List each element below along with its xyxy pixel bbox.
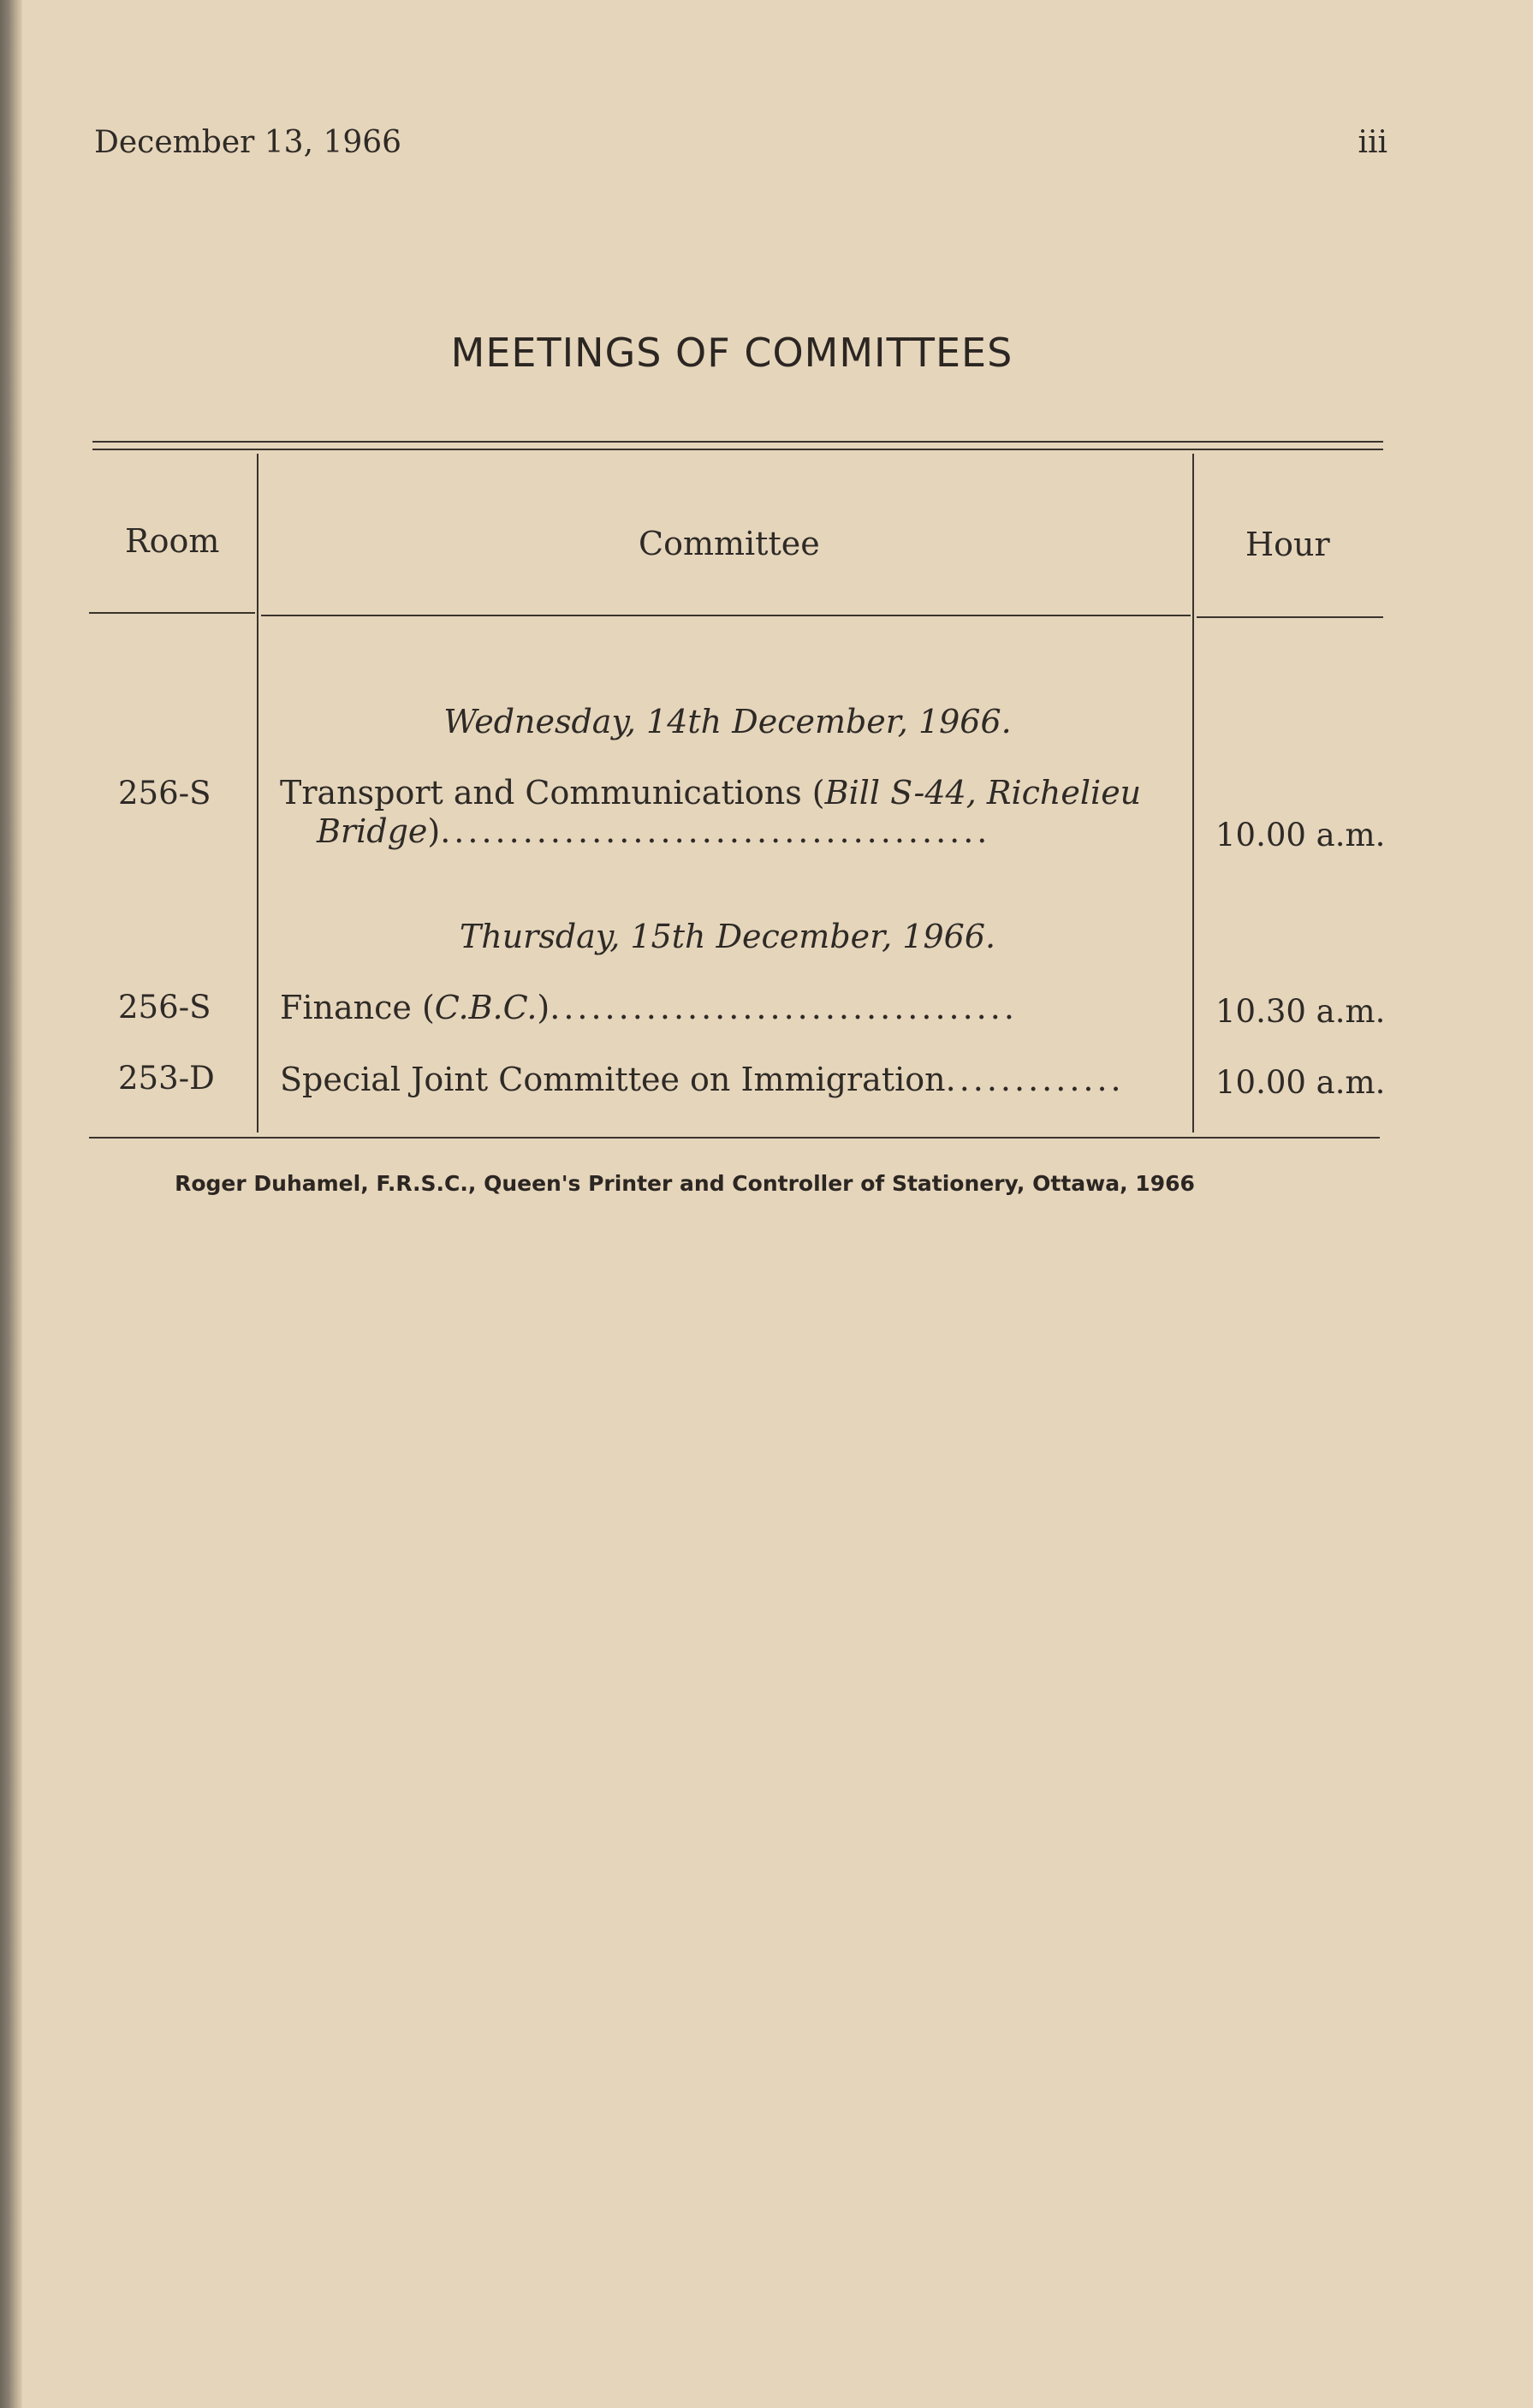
- committee-label: Finance (: [280, 989, 435, 1026]
- room-number: 253-D: [118, 1060, 215, 1097]
- table-bottom-rule: [89, 1137, 1380, 1139]
- header-date: December 13, 1966: [94, 125, 402, 160]
- column-divider-left: [257, 454, 258, 1133]
- page-number: iii: [1358, 125, 1387, 160]
- room-number: 256-S: [118, 989, 211, 1026]
- page-title: MEETINGS OF COMMITTEES: [450, 330, 1013, 376]
- printer-imprint: Roger Duhamel, F.R.S.C., Queen's Printer and Controller of Stationery, Ottawa, 1966: [175, 1171, 1195, 1196]
- column-header-room: Room: [125, 522, 220, 560]
- committee-detail: Bill S-44, Richelieu: [824, 774, 1142, 812]
- meeting-hour: 10.00 a.m.: [1215, 1064, 1386, 1101]
- meeting-date: Thursday, 15th December, 1966.: [459, 918, 996, 955]
- committee-name: [280, 989, 1018, 1026]
- committee-label: Special Joint Committee on Immigration: [280, 1061, 946, 1098]
- committee-paren: ): [427, 812, 441, 850]
- meeting-date: Wednesday, 14th December, 1966.: [443, 703, 1012, 740]
- table-top-rule: [92, 441, 1383, 443]
- committee-paren: ): [537, 989, 550, 1026]
- committee-label: Transport and Communications (: [280, 774, 825, 812]
- committee-name: [280, 1061, 1125, 1098]
- meeting-hour: 10.30 a.m.: [1215, 993, 1386, 1030]
- committee-name: [280, 774, 1141, 812]
- meeting-hour: 10.00 a.m.: [1215, 817, 1386, 853]
- column-divider-right: [1192, 454, 1194, 1133]
- committee-detail: C.B.C.: [434, 989, 538, 1026]
- column-header-committee: Committee: [639, 525, 820, 562]
- leader-dots: ........................................: [440, 812, 991, 850]
- room-number: 256-S: [118, 775, 211, 812]
- header-underline-committee: [261, 615, 1191, 616]
- column-header-hour: Hour: [1245, 526, 1330, 563]
- committee-detail-continued: Bridge: [317, 812, 428, 850]
- leader-dots: .............: [945, 1061, 1125, 1098]
- header-underline-room: [89, 612, 255, 614]
- header-underline-hour: [1197, 616, 1383, 618]
- table-top-rule-2: [92, 449, 1383, 450]
- leader-dots: ..................................: [550, 989, 1018, 1026]
- committee-name-continued: [317, 812, 990, 850]
